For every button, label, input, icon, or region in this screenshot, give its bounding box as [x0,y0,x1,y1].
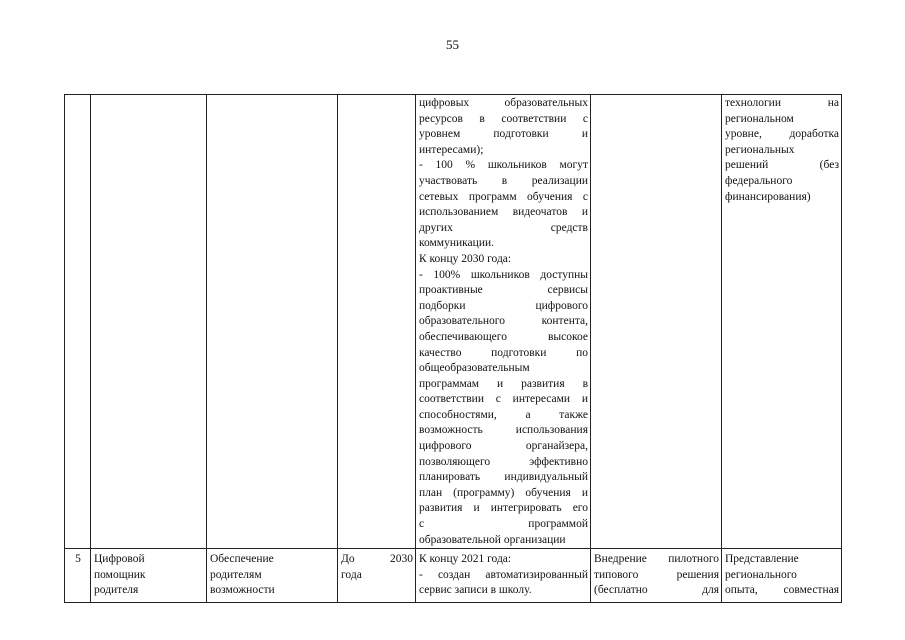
text-line: развития и интегрировать его [419,502,588,515]
page-number: 55 [446,37,459,52]
funding-text [725,552,839,599]
cell-name [91,95,207,549]
cell-result [416,95,591,549]
text-line: цифровых образовательных [419,97,588,109]
cell-implementation [591,95,722,549]
text-line: Цифровой [94,553,145,566]
cell-name [91,549,207,603]
text-line: - 100 % школьников могут [419,159,588,172]
text-line: регионального [725,568,797,581]
row-number: 5 [75,553,81,566]
text-line: сетевых программ обучения с [419,190,588,203]
text-line: проактивные сервисы [419,284,588,297]
text-line: - 100% школьников доступны [419,268,588,281]
text-line: обеспечивающего высокое [419,330,588,343]
project-goal [210,552,335,599]
cell-result [416,549,591,603]
text-line: образовательной организации [419,533,566,546]
cell-funding [722,549,842,603]
text-line: с программой [419,518,588,531]
text-line: уровнем подготовки и [419,128,588,141]
text-line: программам и развития в [419,377,588,390]
text-line: подборки цифрового [419,299,588,312]
text-line: региональных [725,143,795,156]
cell-number [65,95,91,549]
text-line: цифрового органайзера, [419,440,588,453]
text-line: К концу 2030 года: [419,252,512,265]
text-line: опыта, совместная [725,584,839,597]
result-text [419,96,588,548]
table-row [65,95,842,549]
text-line: общеобразовательным [419,362,530,375]
cell-number [65,549,91,603]
text-line: К концу 2021 года: [419,553,512,566]
cell-term [338,95,416,549]
text-line: участвовать в реализации [419,174,588,187]
result-text [419,552,588,599]
text-line: (бесплатно для [594,584,719,597]
text-line: федерального [725,174,793,187]
text-line: типового решения [594,568,719,581]
term-line: До 2030 [341,553,413,566]
term-line: года [341,568,362,581]
cell-funding [722,95,842,549]
text-line: родителя [94,584,139,597]
text-line: Представление [725,553,799,566]
text-line: финансирования) [725,190,811,203]
text-line: качество подготовки по [419,346,588,359]
text-line: сервис записи в школу. [419,584,532,597]
table-row [65,549,842,603]
text-line: план (программу) обучения и [419,486,588,499]
text-line: Обеспечение [210,553,274,566]
text-line: уровне, доработка [725,128,839,141]
text-line: помощник [94,568,146,581]
cell-implementation [591,549,722,603]
text-line: образовательного контента, [419,315,588,328]
text-line: решений (без [725,159,839,172]
project-table [64,94,842,603]
text-line: других средств [419,221,588,234]
text-line: коммуникации. [419,237,495,250]
text-line: использованием видеочатов и [419,206,588,219]
text-line: - создан автоматизированный [419,568,588,581]
cell-goal [207,549,338,603]
project-name [94,552,204,599]
implementation-text [594,552,719,599]
text-line: ресурсов в соответствии с [419,112,588,125]
cell-term [338,549,416,603]
text-line: региональном [725,112,794,125]
text-line: родителям [210,568,262,581]
text-line: планировать индивидуальный [419,471,588,484]
cell-goal [207,95,338,549]
text-line: Внедрение пилотного [594,553,719,566]
text-line: возможности [210,584,275,597]
text-line: способностями, а также [419,408,588,421]
funding-text [725,96,839,205]
text-line: соответствии с интересами и [419,393,588,406]
text-line: возможность использования [419,424,588,437]
text-line: технологии на [725,97,839,109]
text-line: позволяющего эффективно [419,455,588,468]
text-line: интересами); [419,143,484,156]
